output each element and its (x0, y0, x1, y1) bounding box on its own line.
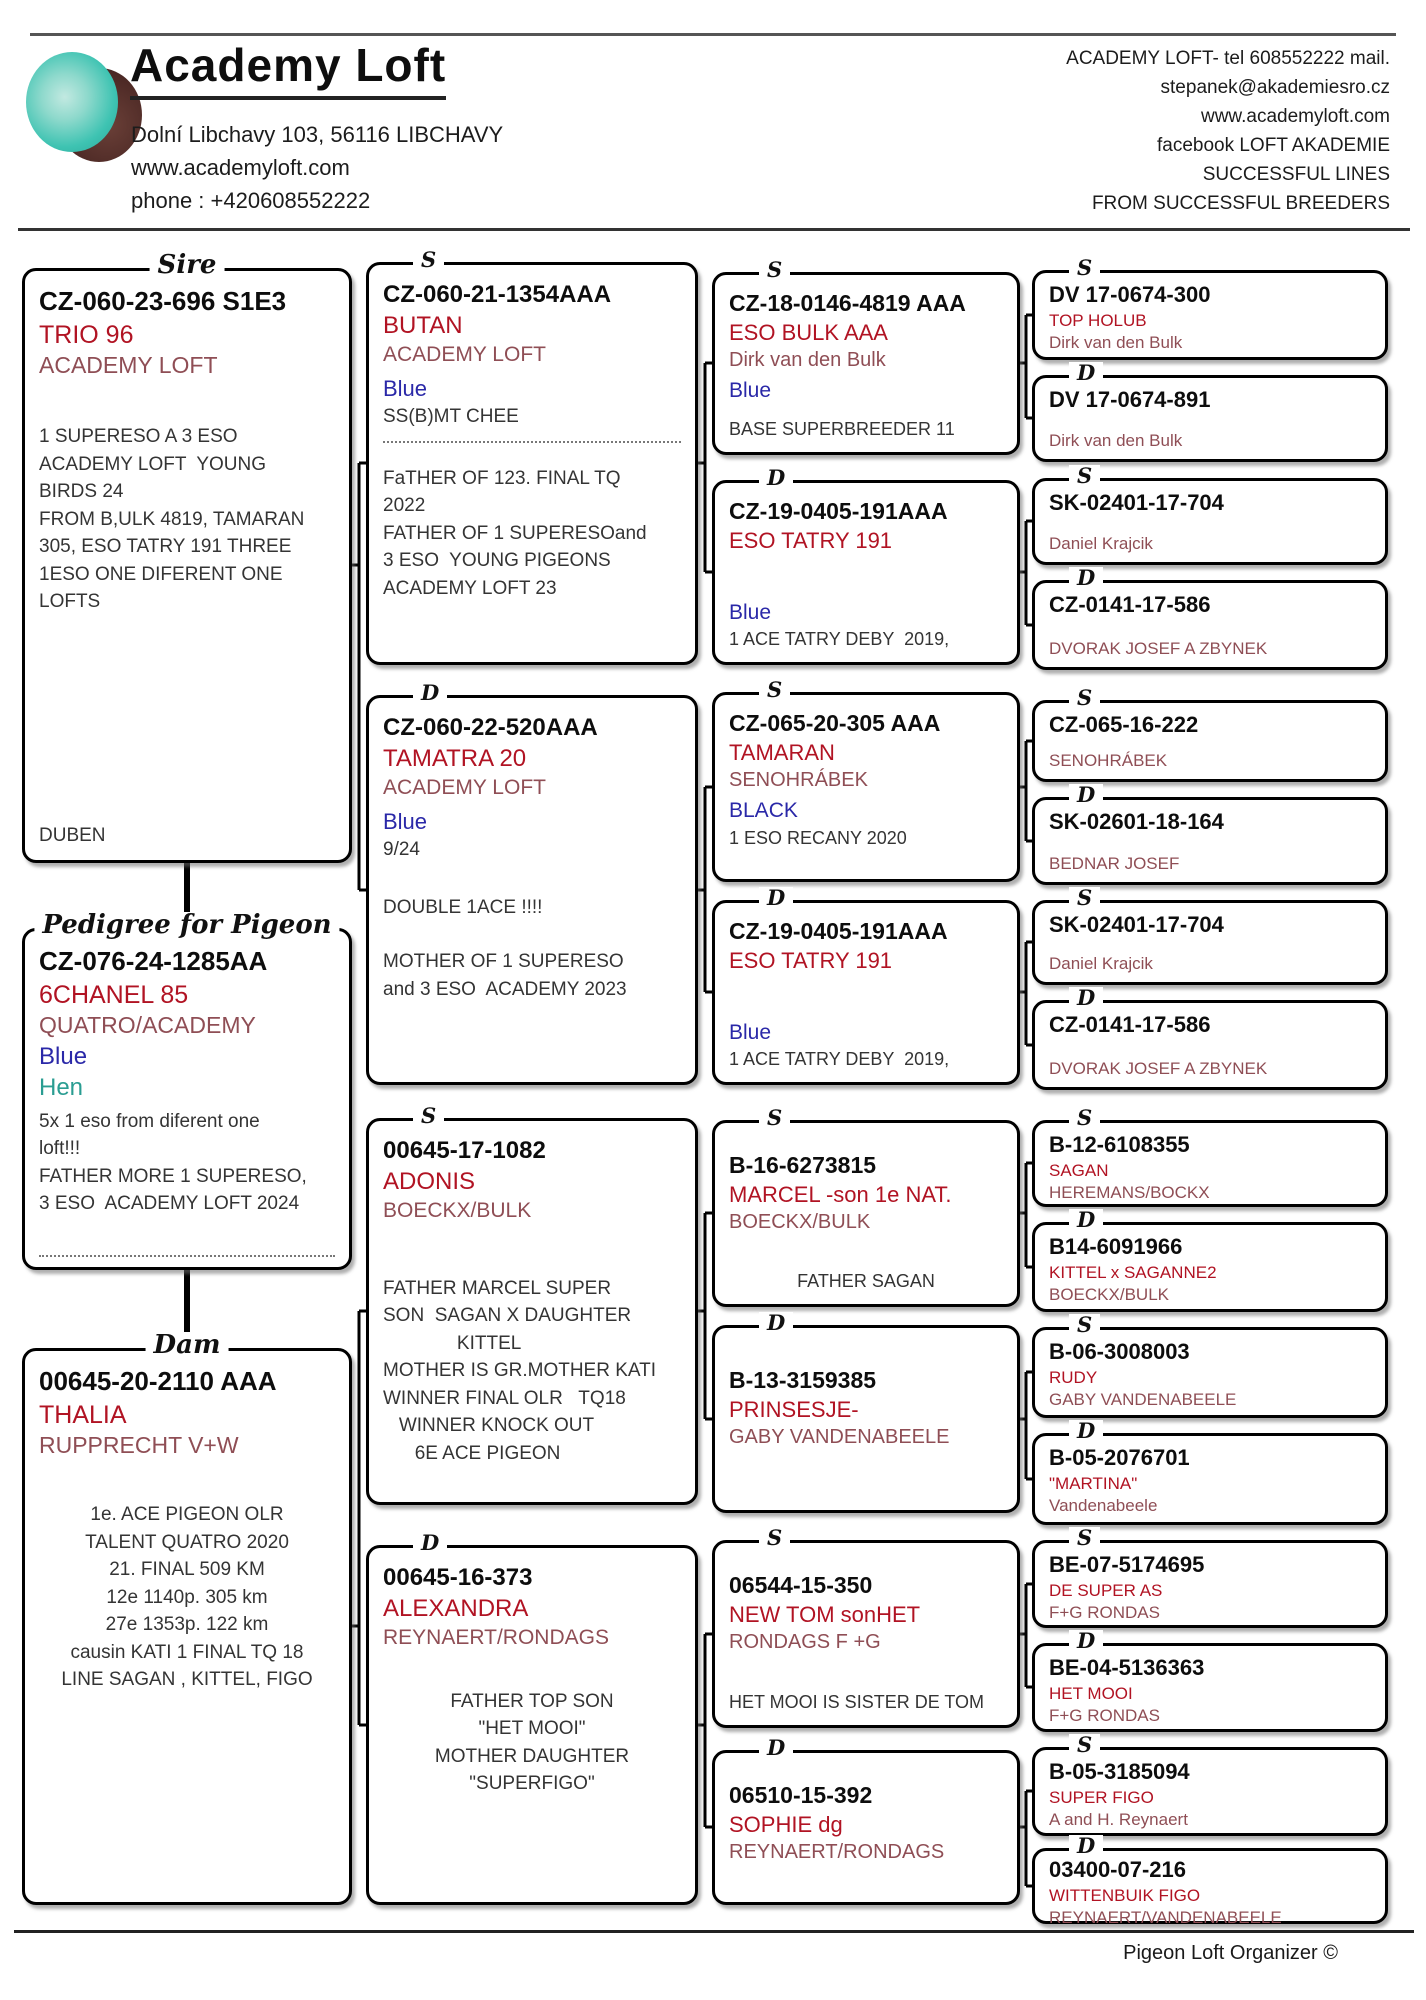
ring-number: CZ-065-16-222 (1049, 712, 1199, 737)
breeder-name: F+G RONDAS (1049, 1602, 1160, 1622)
bottom-note: DUBEN (39, 825, 106, 847)
ring-number: B-06-3008003 (1049, 1339, 1190, 1364)
legend-s: S (1069, 1107, 1100, 1128)
breeder-name: Dirk van den Bulk (1049, 430, 1183, 450)
note-line: 1 SUPERESO A 3 ESO (39, 426, 238, 448)
loft-name: RUPPRECHT V+W (39, 1432, 239, 1459)
breeder-name: Dirk van den Bulk (1049, 332, 1183, 352)
footer-divider (14, 1930, 1414, 1933)
pedigree-box-gen4-9 (1032, 1105, 1388, 1207)
legend-s: S (1069, 1734, 1100, 1755)
contact-email: stepanek@akademiesro.cz (1160, 77, 1390, 98)
note-line: FROM B,ULK 4819, TAMARAN (39, 508, 305, 530)
pedigree-box-gen4-8 (1032, 985, 1388, 1090)
contact-line: ACADEMY LOFT- tel 608552222 mail. (1066, 48, 1390, 69)
ring-number: B-16-6273815 (729, 1152, 877, 1178)
ring-number: CZ-060-22-520AAA (383, 714, 598, 741)
pedigree-box-gen3-4 (712, 885, 1020, 1085)
pedigree-box-gen4-5 (1032, 685, 1388, 782)
pigeon-name: NEW TOM sonHET (729, 1601, 921, 1627)
note-line: LINE SAGAN , KITTEL, FIGO (61, 1669, 313, 1691)
loft-name: REYNAERT/RONDAGS (383, 1626, 609, 1650)
legend-d: D (1069, 784, 1103, 805)
legend-d: D (759, 467, 793, 488)
note-line: "SUPERFIGO" (469, 1773, 595, 1795)
pedigree-box-gen4-7 (1032, 885, 1388, 985)
breeder-name: GABY VANDENABEELE (729, 1426, 950, 1449)
note-line: 1ESO ONE DIFERENT ONE (39, 563, 283, 585)
ring-number: BE-07-5174695 (1049, 1552, 1205, 1577)
note-line: causin KATI 1 FINAL TQ 18 (70, 1641, 304, 1663)
ring-number: 00645-17-1082 (383, 1137, 546, 1164)
ring-number: 06510-15-392 (729, 1782, 873, 1808)
legend-s: S (1069, 465, 1100, 486)
breeder-name: DVORAK JOSEF A ZBYNEK (1049, 638, 1268, 658)
legend-d: D (1069, 1209, 1103, 1230)
ring-number: B-12-6108355 (1049, 1132, 1190, 1157)
ring-number: CZ-0141-17-586 (1049, 592, 1211, 617)
pedigree-box-gen4-6 (1032, 782, 1388, 885)
note-line: KITTEL (383, 1332, 522, 1354)
legend-d: D (1069, 987, 1103, 1008)
note-line: and 3 ESO ACADEMY 2023 (383, 978, 627, 1000)
legend-subject: Pedigree for Pigeon (34, 912, 339, 938)
dotted-divider (383, 441, 681, 443)
legend-s: S (759, 1527, 790, 1548)
address-line: Dolní Libchavy 103, 56116 LIBCHAVY (131, 122, 504, 147)
note-line: 1e. ACE PIGEON OLR (90, 1504, 284, 1526)
loft-name: ACADEMY LOFT (383, 343, 546, 367)
pedigree-box-gen3-1 (712, 257, 1020, 455)
legend-s: S (1069, 1527, 1100, 1548)
academy-loft-logo (26, 52, 144, 164)
ring-number: CZ-18-0146-4819 AAA (729, 290, 966, 316)
ring-number: SK-02401-17-704 (1049, 490, 1224, 515)
pigeon-name: TAMARAN (729, 739, 835, 765)
note-line: 305, ESO TATRY 191 THREE (39, 536, 292, 558)
legend-d: D (1069, 362, 1103, 383)
note-line: 3 ESO ACADEMY LOFT 2024 (39, 1193, 300, 1215)
pigeon-name: 6CHANEL 85 (39, 980, 189, 1009)
feather-color: Blue (729, 1020, 772, 1044)
note-line: 6E ACE PIGEON (383, 1442, 561, 1464)
software-credit: Pigeon Loft Organizer © (1123, 1942, 1338, 1964)
pigeon-name: TAMATRA 20 (383, 745, 527, 773)
strain-line: SS(B)MT CHEE (383, 406, 519, 428)
pedigree-box-gen4-10 (1032, 1207, 1388, 1312)
ring-number: SK-02401-17-704 (1049, 912, 1224, 937)
feather-color: Blue (383, 375, 428, 401)
note-line: FATHER SAGAN (797, 1270, 935, 1291)
strain-line: 9/24 (383, 839, 420, 861)
pedigree-box-gen2-4 (366, 1530, 698, 1905)
pedigree-box-gen4-2 (1032, 360, 1388, 462)
ring-number: CZ-076-24-1285AA (39, 946, 268, 976)
ring-number: 06544-15-350 (729, 1572, 873, 1598)
ring-number: 03400-07-216 (1049, 1857, 1187, 1882)
legend-d: D (759, 1737, 793, 1758)
pedigree-box-gen4-1 (1032, 255, 1388, 360)
note-line: FaTHER OF 123. FINAL TQ (383, 467, 621, 489)
note-line: FATHER OF 1 SUPERESOand (383, 522, 647, 544)
note-line: 21. FINAL 509 KM (109, 1559, 265, 1581)
top-divider (30, 33, 1396, 36)
pedigree-box-subject (22, 910, 352, 1270)
pigeon-name: SAGAN (1049, 1160, 1109, 1180)
pigeon-name: "MARTINA" (1049, 1473, 1138, 1493)
note-line: FATHER MORE 1 SUPERESO, (39, 1165, 307, 1187)
pigeon-name: TOP HOLUB (1049, 310, 1147, 330)
ring-number: CZ-060-23-696 S1E3 (39, 286, 287, 316)
dotted-divider (39, 1255, 335, 1257)
legend-s: S (759, 259, 790, 280)
note-line: MOTHER OF 1 SUPERESO (383, 950, 624, 972)
legend-s: S (413, 249, 444, 270)
logo-globe-shape (26, 52, 118, 152)
feather-color: Blue (383, 808, 428, 834)
loft-name: QUATRO/ACADEMY (39, 1012, 256, 1039)
pedigree-box-gen4-15 (1032, 1732, 1388, 1836)
pedigree-box-gen3-2 (712, 465, 1020, 665)
pedigree-box-gen3-8 (712, 1735, 1020, 1905)
breeder-name: A and H. Reynaert (1049, 1809, 1188, 1829)
note-line: MOTHER DAUGHTER (434, 1745, 630, 1767)
pedigree-box-gen2-3 (366, 1103, 698, 1505)
pigeon-name: WITTENBUIK FIGO (1049, 1885, 1201, 1905)
pigeon-name: BUTAN (383, 312, 463, 340)
breeder-name: SENOHRÁBEK (729, 769, 868, 792)
breeder-name: BOECKX/BULK (1049, 1284, 1169, 1304)
ring-number: CZ-0141-17-586 (1049, 1012, 1211, 1037)
note-line: FATHER MARCEL SUPER (383, 1277, 612, 1299)
note-line: BASE SUPERBREEDER 11 (729, 418, 955, 439)
legend-d: D (759, 1312, 793, 1333)
note-line: loft!!! (39, 1138, 81, 1160)
note-line: 1 ACE TATRY DEBY 2019, (729, 628, 950, 649)
breeder-name: BOECKX/BULK (729, 1211, 871, 1234)
website-line: www.academyloft.com (131, 155, 350, 180)
legend-sire: Sire (150, 252, 225, 278)
contact-block (1066, 44, 1390, 218)
page-title: Academy Loft (130, 40, 446, 100)
legend-s: S (1069, 1314, 1100, 1335)
legend-d: D (1069, 1420, 1103, 1441)
note-line: ACADEMY LOFT YOUNG (39, 453, 266, 475)
legend-d: D (1069, 567, 1103, 588)
legend-d: D (759, 887, 793, 908)
note-line: "HET MOOI" (478, 1718, 586, 1740)
ring-number: B-05-2076701 (1049, 1445, 1190, 1470)
pedigree-box-gen2-1 (366, 247, 698, 665)
note-line: 12e 1140p. 305 km (106, 1586, 268, 1608)
pigeon-name: ESO TATRY 191 (729, 947, 893, 973)
ring-number: SK-02601-18-164 (1049, 809, 1224, 834)
breeder-name: F+G RONDAS (1049, 1705, 1160, 1725)
legend-s: S (759, 1107, 790, 1128)
legend-s: S (1069, 687, 1100, 708)
pedigree-box-gen4-4 (1032, 565, 1388, 670)
pigeon-name: SOPHIE dg (729, 1811, 843, 1837)
note-line: 2022 (383, 495, 426, 517)
note-line: TALENT QUATRO 2020 (85, 1531, 289, 1553)
feather-color: Blue (39, 1043, 88, 1071)
note-line: 3 ESO YOUNG PIGEONS (383, 550, 611, 572)
feather-color: Blue (729, 600, 772, 624)
header-divider (18, 228, 1410, 231)
legend-d: D (1069, 1835, 1103, 1856)
loft-name: ACADEMY LOFT (39, 352, 218, 379)
contact-slogan-1: SUCCESSFUL LINES (1202, 164, 1390, 185)
breeder-name: RONDAGS F +G (729, 1631, 881, 1654)
note-line: FATHER TOP SON (450, 1690, 614, 1712)
breeder-name: DVORAK JOSEF A ZBYNEK (1049, 1058, 1268, 1078)
pigeon-name: HET MOOI (1049, 1683, 1133, 1703)
phone-line: phone : +420608552222 (131, 188, 371, 213)
note-line: DOUBLE 1ACE !!!! (383, 896, 543, 918)
pigeon-name: THALIA (39, 1400, 127, 1429)
contact-slogan-2: FROM SUCCESSFUL BREEDERS (1091, 193, 1390, 214)
pedigree-box-sire (22, 250, 352, 863)
ring-number: CZ-060-21-1354AAA (383, 281, 612, 308)
breeder-name: REYNAERT/RONDAGS (729, 1841, 945, 1864)
breeder-name: Dirk van den Bulk (729, 349, 886, 372)
feather-color: BLACK (729, 799, 798, 823)
pigeon-name: ESO TATRY 191 (729, 527, 893, 553)
sex-label: Hen (39, 1074, 84, 1102)
loft-address-block (131, 118, 503, 217)
ring-number: 00645-16-373 (383, 1564, 533, 1591)
breeder-name: SENOHRÁBEK (1049, 750, 1168, 770)
ring-number: DV 17-0674-300 (1049, 282, 1211, 307)
ring-number: CZ-19-0405-191AAA (729, 498, 948, 524)
contact-facebook: facebook LOFT AKADEMIE (1156, 135, 1390, 156)
note-line: LOFTS (39, 591, 101, 613)
pedigree-box-gen4-16 (1032, 1833, 1388, 1927)
pedigree-box-dam (22, 1330, 352, 1905)
legend-s: S (1069, 887, 1100, 908)
pigeon-name: SUPER FIGO (1049, 1787, 1154, 1807)
note-line (383, 921, 681, 948)
breeder-name: Daniel Krajcik (1049, 953, 1153, 973)
legend-s: S (759, 679, 790, 700)
ring-number: CZ-065-20-305 AAA (729, 710, 941, 736)
pigeon-name: PRINSESJE- (729, 1396, 859, 1422)
pigeon-name: MARCEL -son 1e NAT. (729, 1181, 952, 1207)
pedigree-box-gen4-11 (1032, 1312, 1388, 1418)
loft-name: BOECKX/BULK (383, 1199, 532, 1223)
ring-number: B-05-3185094 (1049, 1759, 1190, 1784)
pedigree-box-gen4-13 (1032, 1525, 1388, 1628)
pigeon-name: TRIO 96 (39, 320, 134, 349)
breeder-name: Daniel Krajcik (1049, 533, 1153, 553)
pigeon-name: DE SUPER AS (1049, 1580, 1163, 1600)
loft-name: ACADEMY LOFT (383, 776, 546, 800)
pigeon-name: ADONIS (383, 1168, 476, 1196)
legend-s: S (1069, 257, 1100, 278)
breeder-name: Vandenabeele (1049, 1495, 1158, 1515)
breeder-name: GABY VANDENABEELE (1049, 1389, 1237, 1409)
note-line: MOTHER IS GR.MOTHER KATI (383, 1360, 657, 1382)
pigeon-name: KITTEL x SAGANNE2 (1049, 1262, 1217, 1282)
legend-d: D (413, 1532, 447, 1553)
note-line: BIRDS 24 (39, 481, 124, 503)
legend-d: D (1069, 1630, 1103, 1651)
ring-number: B-13-3159385 (729, 1367, 877, 1393)
pedigree-box-gen4-3 (1032, 463, 1388, 565)
pigeon-name: RUDY (1049, 1367, 1098, 1387)
ring-number: CZ-19-0405-191AAA (729, 918, 948, 944)
ring-number: B14-6091966 (1049, 1234, 1183, 1259)
legend-d: D (413, 682, 447, 703)
breeder-name: BEDNAR JOSEF (1049, 853, 1180, 873)
pedigree-box-gen4-12 (1032, 1418, 1388, 1525)
note-line: SON SAGAN X DAUGHTER (383, 1305, 632, 1327)
legend-dam: Dam (146, 1332, 229, 1358)
ring-number: DV 17-0674-891 (1049, 387, 1211, 412)
ring-number: 00645-20-2110 AAA (39, 1366, 277, 1396)
note-line: WINNER KNOCK OUT (383, 1415, 595, 1437)
pigeon-name: ESO BULK AAA (729, 319, 888, 345)
pedigree-box-gen4-14 (1032, 1628, 1388, 1732)
pedigree-box-gen3-6 (712, 1310, 1020, 1513)
feather-color: Blue (729, 379, 772, 403)
pedigree-box-gen3-7 (712, 1525, 1020, 1728)
note-line: WINNER FINAL OLR TQ18 (383, 1387, 626, 1409)
breeder-name: REYNAERT/VANDENABEELE (1049, 1907, 1282, 1927)
note-line: ACADEMY LOFT 23 (383, 578, 557, 599)
note-line: 1 ACE TATRY DEBY 2019, (729, 1048, 950, 1069)
pedigree-box-gen3-3 (712, 677, 1020, 882)
breeder-name: HEREMANS/BOCKX (1049, 1182, 1210, 1202)
pedigree-box-gen3-5 (712, 1105, 1020, 1307)
note-line: 27e 1353p. 122 km (105, 1614, 269, 1636)
note-line: HET MOOI IS SISTER DE TOM (729, 1691, 985, 1712)
pigeon-name: ALEXANDRA (383, 1595, 529, 1623)
contact-website: www.academyloft.com (1200, 106, 1390, 127)
note-line: 5x 1 eso from diferent one (39, 1110, 260, 1132)
note-line: 1 ESO RECANY 2020 (729, 827, 907, 848)
pedigree-box-gen2-2 (366, 680, 698, 1085)
ring-number: BE-04-5136363 (1049, 1655, 1205, 1680)
legend-s: S (413, 1105, 444, 1126)
